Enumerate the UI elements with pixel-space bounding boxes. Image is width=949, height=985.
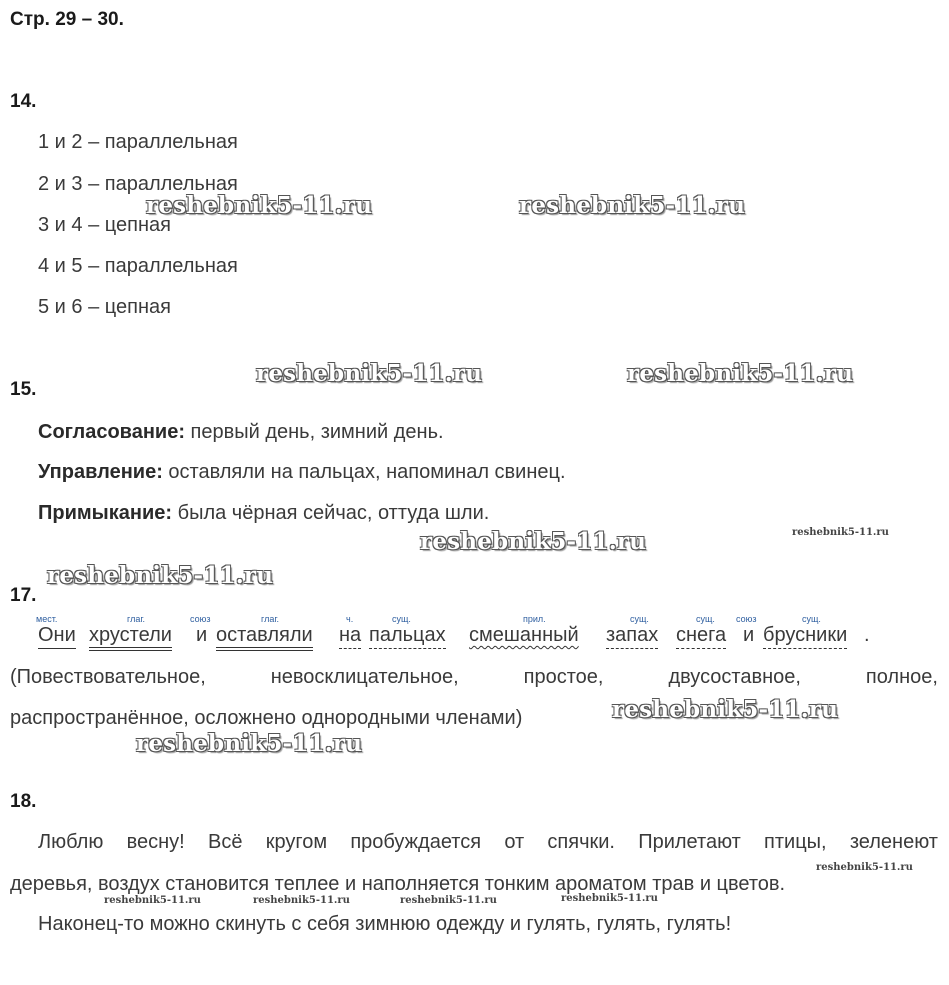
exercise-18-number: 18. <box>10 791 37 812</box>
exercise-14-number: 14. <box>10 91 37 112</box>
pos-label: сущ. <box>630 614 649 624</box>
predicate-word: хрустели <box>89 624 172 651</box>
attribute-word: смешанный <box>469 624 579 646</box>
object-word: запах <box>606 624 658 649</box>
watermark: reshebnik5-11.ru <box>256 360 483 387</box>
ex15-text: первый день, зимний день. <box>184 421 444 443</box>
exercise-15-number: 15. <box>10 379 37 400</box>
object-word: снега <box>676 624 726 649</box>
watermark: reshebnik5-11.ru <box>47 562 274 589</box>
ex15-item <box>38 461 566 484</box>
pos-label: прил. <box>523 614 546 624</box>
watermark-small: reshebnik5-11.ru <box>400 895 497 906</box>
pos-label: глаг. <box>261 614 280 624</box>
ex18-word: зеленеют <box>849 831 938 853</box>
ex15-item <box>38 502 489 525</box>
pos-label: союз <box>736 614 757 624</box>
ex14-line: 3 и 4 – цепная <box>38 214 171 236</box>
analysis-word: полное, <box>865 666 938 688</box>
pos-label: сущ. <box>802 614 821 624</box>
ex14-line: 5 и 6 – цепная <box>38 296 171 318</box>
ex18-word: спячки. <box>547 831 615 853</box>
conjunction-word: и <box>743 624 755 646</box>
analysis-word: простое, <box>523 666 604 688</box>
exercise-17-number: 17. <box>10 585 37 606</box>
ex15-item <box>38 421 444 444</box>
ex18-line: деревья, воздух становится теплее и наполняется тонким ароматом трав и цветов. <box>10 873 786 895</box>
ex17-analysis-line: распространённое, осложнено однородными членами) <box>10 707 523 729</box>
ex18-word: кругом <box>265 831 328 853</box>
watermark-small: reshebnik5-11.ru <box>104 895 201 906</box>
watermark: reshebnik5-11.ru <box>146 192 373 219</box>
watermark: reshebnik5-11.ru <box>136 730 363 757</box>
watermark: reshebnik5-11.ru <box>612 696 839 723</box>
page-header: Стр. 29 – 30. <box>10 9 124 30</box>
ex15-text: была чёрная сейчас, оттуда шли. <box>172 502 490 524</box>
watermark: reshebnik5-11.ru <box>420 528 647 555</box>
ex14-line: 1 и 2 – параллельная <box>38 131 238 153</box>
predicate-word: оставляли <box>216 624 313 651</box>
watermark: reshebnik5-11.ru <box>627 360 854 387</box>
ex18-word: птицы, <box>764 831 827 853</box>
conjunction-word: и <box>196 624 208 646</box>
ex15-label: Примыкание: <box>38 502 173 524</box>
pos-label: ч. <box>346 614 354 624</box>
object-word: брусники <box>763 624 847 649</box>
watermark-small: reshebnik5-11.ru <box>792 527 889 538</box>
ex18-word: Всё <box>207 831 243 853</box>
pos-label: глаг. <box>127 614 146 624</box>
pos-label: мест. <box>36 614 58 624</box>
watermark-small: reshebnik5-11.ru <box>816 862 913 873</box>
ex18-word: пробуждается <box>350 831 482 853</box>
ex18-line <box>38 831 938 854</box>
pos-label: сущ. <box>696 614 715 624</box>
sentence-period: . <box>864 624 870 646</box>
ex15-text: оставляли на пальцах, напоминал свинец. <box>162 461 566 483</box>
analysis-word: (Повествовательное, <box>10 666 206 688</box>
pos-label: сущ. <box>392 614 411 624</box>
ex17-analysis-line <box>10 666 938 689</box>
ex15-label: Согласование: <box>38 421 185 443</box>
object-word: на <box>339 624 361 649</box>
ex14-line: 4 и 5 – параллельная <box>38 255 238 277</box>
object-word: пальцах <box>369 624 446 649</box>
ex14-line: 2 и 3 – параллельная <box>38 173 238 195</box>
watermark: reshebnik5-11.ru <box>519 192 746 219</box>
ex15-label: Управление: <box>38 461 163 483</box>
ex18-word: весну! <box>126 831 185 853</box>
ex18-word: от <box>504 831 525 853</box>
pos-label: союз <box>190 614 211 624</box>
watermark-small: reshebnik5-11.ru <box>561 893 658 904</box>
ex18-line: Наконец-то можно скинуть с себя зимнюю одежду и гулять, гулять, гулять! <box>38 913 732 935</box>
ex18-word: Прилетают <box>638 831 741 853</box>
subject-word: Они <box>38 624 76 649</box>
analysis-word: невосклицательное, <box>270 666 459 688</box>
analysis-word: двусоставное, <box>668 666 801 688</box>
ex18-word: Люблю <box>38 831 104 853</box>
watermark-small: reshebnik5-11.ru <box>253 895 350 906</box>
